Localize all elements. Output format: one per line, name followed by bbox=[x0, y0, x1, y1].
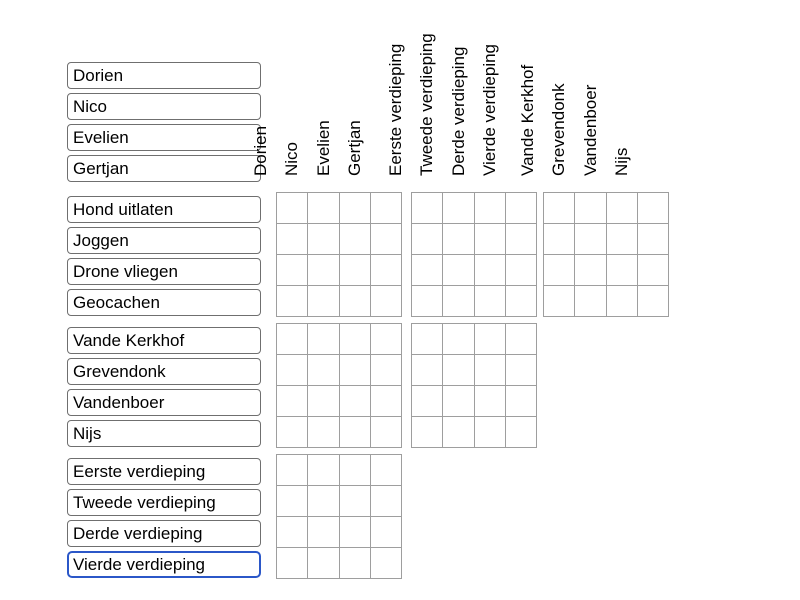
grid-cell[interactable] bbox=[371, 417, 401, 447]
row-label-input-floors-2[interactable] bbox=[67, 520, 261, 547]
row-label-input-activities-0[interactable] bbox=[67, 196, 261, 223]
grid-block-activities-x-floors bbox=[411, 192, 537, 317]
grid-cell[interactable] bbox=[443, 386, 473, 416]
grid-cell[interactable] bbox=[340, 548, 370, 578]
grid-cell[interactable] bbox=[506, 224, 536, 254]
grid-cell[interactable] bbox=[575, 224, 605, 254]
grid-cell[interactable] bbox=[340, 255, 370, 285]
grid-cell[interactable] bbox=[308, 193, 338, 223]
grid-cell[interactable] bbox=[340, 517, 370, 547]
grid-cell[interactable] bbox=[277, 486, 307, 516]
grid-cell[interactable] bbox=[412, 386, 442, 416]
grid-block-floors-x-persons bbox=[276, 454, 402, 579]
row-label-input-surnames-2[interactable] bbox=[67, 389, 261, 416]
grid-cell[interactable] bbox=[638, 224, 668, 254]
grid-cell[interactable] bbox=[340, 286, 370, 316]
column-header-surnames-0: Vande Kerkhof bbox=[518, 64, 537, 176]
grid-cell[interactable] bbox=[443, 224, 473, 254]
grid-cell[interactable] bbox=[506, 255, 536, 285]
grid-cell[interactable] bbox=[277, 286, 307, 316]
grid-cell[interactable] bbox=[475, 386, 505, 416]
grid-cell[interactable] bbox=[575, 286, 605, 316]
column-header-persons-3: Gertjan bbox=[344, 120, 364, 176]
grid-cell[interactable] bbox=[607, 286, 637, 316]
grid-cell[interactable] bbox=[277, 455, 307, 485]
grid-cell[interactable] bbox=[308, 386, 338, 416]
column-header-floors-0: Eerste verdieping bbox=[386, 43, 405, 176]
grid-cell[interactable] bbox=[277, 193, 307, 223]
grid-cell[interactable] bbox=[638, 255, 668, 285]
grid-cell[interactable] bbox=[412, 355, 442, 385]
grid-cell[interactable] bbox=[308, 417, 338, 447]
grid-cell[interactable] bbox=[340, 455, 370, 485]
grid-cell[interactable] bbox=[308, 255, 338, 285]
grid-cell[interactable] bbox=[544, 224, 574, 254]
grid-cell[interactable] bbox=[308, 548, 338, 578]
grid-cell[interactable] bbox=[308, 517, 338, 547]
grid-cell[interactable] bbox=[308, 224, 338, 254]
row-label-input-surnames-1[interactable] bbox=[67, 358, 261, 385]
grid-cell[interactable] bbox=[371, 455, 401, 485]
grid-cell[interactable] bbox=[340, 386, 370, 416]
column-header-surnames-2: Vandenboer bbox=[580, 84, 600, 176]
grid-block-activities-x-persons bbox=[276, 192, 402, 317]
grid-cell[interactable] bbox=[443, 324, 473, 354]
grid-cell[interactable] bbox=[475, 417, 505, 447]
grid-cell[interactable] bbox=[607, 255, 637, 285]
grid-cell[interactable] bbox=[475, 324, 505, 354]
grid-cell[interactable] bbox=[506, 324, 536, 354]
grid-cell[interactable] bbox=[277, 517, 307, 547]
grid-cell[interactable] bbox=[308, 324, 338, 354]
grid-cell[interactable] bbox=[277, 324, 307, 354]
column-header-persons-2: Evelien bbox=[313, 120, 333, 176]
grid-cell[interactable] bbox=[412, 255, 442, 285]
row-label-input-persons-1[interactable] bbox=[67, 93, 261, 120]
grid-cell[interactable] bbox=[277, 548, 307, 578]
grid-cell[interactable] bbox=[544, 193, 574, 223]
row-label-input-activities-3[interactable] bbox=[67, 289, 261, 316]
grid-cell[interactable] bbox=[412, 286, 442, 316]
grid-cell[interactable] bbox=[443, 255, 473, 285]
grid-cell[interactable] bbox=[475, 286, 505, 316]
grid-cell[interactable] bbox=[340, 417, 370, 447]
column-header-persons-0: Dorien bbox=[251, 125, 270, 176]
grid-cell[interactable] bbox=[443, 286, 473, 316]
grid-cell[interactable] bbox=[277, 224, 307, 254]
grid-block-surnames-x-persons bbox=[276, 323, 402, 448]
grid-cell[interactable] bbox=[475, 255, 505, 285]
column-header-floors-1: Tweede verdieping bbox=[417, 33, 437, 176]
column-header-floors-2: Derde verdieping bbox=[448, 46, 468, 176]
row-label-input-persons-0[interactable] bbox=[67, 62, 261, 89]
grid-block-activities-x-surnames bbox=[543, 192, 669, 317]
column-header-surnames-1: Grevendonk bbox=[549, 83, 569, 176]
grid-cell[interactable] bbox=[277, 417, 307, 447]
grid-cell[interactable] bbox=[371, 548, 401, 578]
row-label-input-floors-0[interactable] bbox=[67, 458, 261, 485]
grid-cell[interactable] bbox=[575, 255, 605, 285]
row-label-input-floors-3[interactable] bbox=[67, 551, 261, 578]
grid-cell[interactable] bbox=[506, 286, 536, 316]
grid-cell[interactable] bbox=[443, 417, 473, 447]
grid-cell[interactable] bbox=[277, 386, 307, 416]
grid-cell[interactable] bbox=[607, 224, 637, 254]
grid-cell[interactable] bbox=[371, 324, 401, 354]
grid-cell[interactable] bbox=[475, 224, 505, 254]
grid-cell[interactable] bbox=[371, 355, 401, 385]
grid-cell[interactable] bbox=[638, 286, 668, 316]
grid-cell[interactable] bbox=[575, 193, 605, 223]
row-label-input-floors-1[interactable] bbox=[67, 489, 261, 516]
grid-cell[interactable] bbox=[412, 224, 442, 254]
grid-cell[interactable] bbox=[412, 417, 442, 447]
grid-cell[interactable] bbox=[340, 224, 370, 254]
grid-cell[interactable] bbox=[308, 286, 338, 316]
grid-cell[interactable] bbox=[412, 324, 442, 354]
grid-block-surnames-x-floors bbox=[411, 323, 537, 448]
grid-cell[interactable] bbox=[475, 193, 505, 223]
row-label-input-activities-2[interactable] bbox=[67, 258, 261, 285]
grid-cell[interactable] bbox=[371, 517, 401, 547]
row-label-input-surnames-0[interactable] bbox=[67, 327, 261, 354]
grid-cell[interactable] bbox=[371, 193, 401, 223]
column-header-floors-3: Vierde verdieping bbox=[479, 44, 499, 176]
grid-cell[interactable] bbox=[308, 486, 338, 516]
grid-cell[interactable] bbox=[443, 193, 473, 223]
grid-cell[interactable] bbox=[544, 255, 574, 285]
grid-cell[interactable] bbox=[277, 255, 307, 285]
grid-cell[interactable] bbox=[340, 486, 370, 516]
grid-cell[interactable] bbox=[506, 417, 536, 447]
grid-cell[interactable] bbox=[371, 224, 401, 254]
grid-cell[interactable] bbox=[412, 193, 442, 223]
grid-cell[interactable] bbox=[340, 324, 370, 354]
row-label-input-surnames-3[interactable] bbox=[67, 420, 261, 447]
grid-cell[interactable] bbox=[607, 193, 637, 223]
row-label-input-activities-1[interactable] bbox=[67, 227, 261, 254]
grid-cell[interactable] bbox=[638, 193, 668, 223]
grid-cell[interactable] bbox=[340, 355, 370, 385]
grid-cell[interactable] bbox=[308, 355, 338, 385]
grid-cell[interactable] bbox=[544, 286, 574, 316]
row-label-input-persons-2[interactable] bbox=[67, 124, 261, 151]
grid-cell[interactable] bbox=[371, 386, 401, 416]
grid-cell[interactable] bbox=[506, 355, 536, 385]
column-header-surnames-3: Nijs bbox=[611, 147, 631, 176]
grid-cell[interactable] bbox=[475, 355, 505, 385]
grid-cell[interactable] bbox=[308, 455, 338, 485]
grid-cell[interactable] bbox=[506, 386, 536, 416]
grid-cell[interactable] bbox=[371, 486, 401, 516]
grid-cell[interactable] bbox=[371, 255, 401, 285]
column-header-persons-1: Nico bbox=[282, 141, 302, 176]
grid-cell[interactable] bbox=[443, 355, 473, 385]
grid-cell[interactable] bbox=[371, 286, 401, 316]
grid-cell[interactable] bbox=[277, 355, 307, 385]
grid-cell[interactable] bbox=[340, 193, 370, 223]
row-label-input-persons-3[interactable] bbox=[67, 155, 261, 182]
grid-cell[interactable] bbox=[506, 193, 536, 223]
